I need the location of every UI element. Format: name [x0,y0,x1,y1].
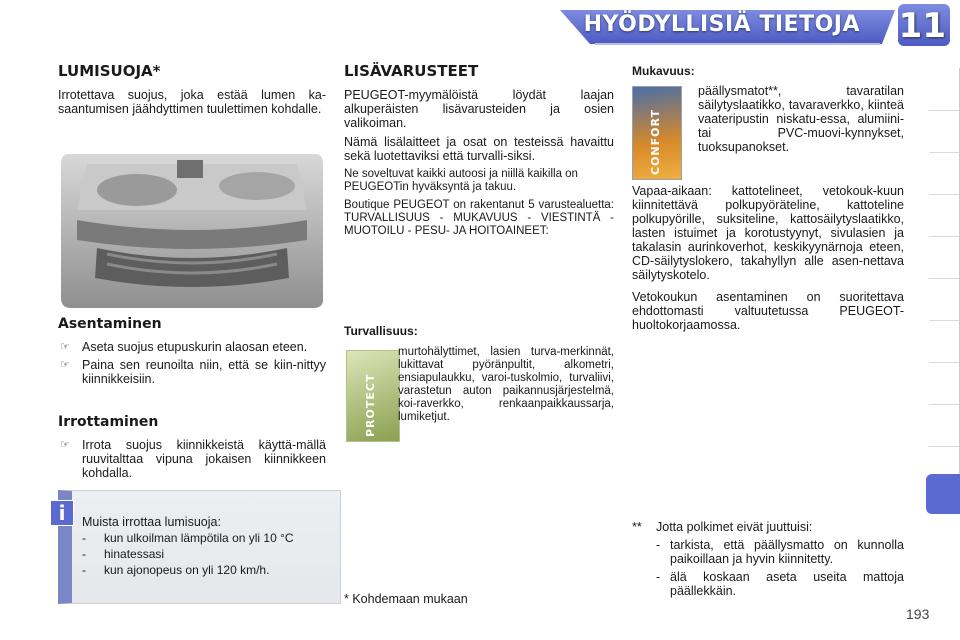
chapter-tab[interactable] [929,320,960,363]
note-title: Jotta polkimet eivät juuttuisi: [656,520,813,534]
safety-heading: Turvallisuus: [344,324,418,338]
page-number: 193 [906,606,930,622]
paragraph: PEUGEOT-myymälöistä löydät laajan alkuperäisten lisävarusteiden ja osien valikoiman. [344,88,614,130]
comfort-text: päällysmatot**, tavaratilan säilytyslaatikko, tavaraverkko, kiinteä vaateripustin niskatu-essa, alumiini- tai PVC-muovi-kynnykset, tuoksupanokset. [698,84,904,154]
active-chapter-tab[interactable] [926,474,960,514]
pointing-hand-icon: ☞ [60,439,70,451]
info-content [82,514,322,578]
towbar-text: Vetokoukun asentaminen on suoritettava ehdottomasti valtuutetussa PEUGEOT-huoltokorjaamossa. [632,290,904,332]
chapter-tab[interactable] [929,362,960,405]
pointing-hand-icon: ☞ [60,341,70,353]
info-icon: i [50,500,74,526]
leisure-text: Vapaa-aikaan: kattotelineet, vetokouk-kuun kiinnitettävä polkupyöräteline, kattoteline polkupyörille, suksiteline, kattosäilytyslaatikko, lasten istuimet ja korotustyynyt, sivulasien ja takalasin aurinkoverhot, keskikyynärnoja eteen, CD-säilytyslokero, takahyllyn alle asen-nettava säilytyskotelo. [632,184,904,282]
list-item: - kun ajonopeus on yli 120 km/h. [82,563,270,577]
pointing-hand-icon: ☞ [60,359,70,371]
list-item: - älä koskaan aseta useita mattoja päällekkäin. [656,570,904,598]
pedal-note [632,520,904,598]
list-item: - tarkista, että päällysmatto on kunnolla paikoillaan ja hyvin kiinnitetty. [656,538,904,566]
chapter-tabs [926,68,960,538]
info-title: Muista irrottaa lumisuoja: [82,515,221,529]
list-item: - kun ulkoilman lämpötila on yli 10 °C [82,531,294,545]
install-list [58,336,326,386]
chapter-tab[interactable] [929,278,960,321]
page-section-title: HYÖDYLLISIÄ TIETOJA [583,12,860,37]
chapter-tab[interactable] [929,236,960,279]
footnote: * Kohdemaan mukaan [344,592,468,606]
install-heading: Asentaminen [58,316,162,332]
paragraph: Nämä lisälaitteet ja osat on testeissä havaittu sekä luotettaviksi että turvalli-siksi. [344,135,614,163]
chapter-tab[interactable] [929,194,960,237]
paragraph: Boutique PEUGEOT on rakentanut 5 varustealuetta: TURVALLISUUS - MUKAVUUS - VIESTINTÄ - MUOTOILU - PESU- JA HOITOAINEET: [344,199,614,237]
accessories-title: LISÄVARUSTEET [344,62,479,80]
safety-text: murtohälyttimet, lasien turva-merkinnät, lukittavat pyöränpultit, alkometri, ensiapulaukku, varoi-tuskolmio, turvaliivi, varastetun auton paikannusjärjestelmä, koi-raverkko, renkaanpaikkaussarja, lumiketjut. [398,346,614,423]
protect-logo: PROTECT [346,350,400,442]
confort-logo: CONFORT [632,86,682,180]
snow-guard-photo [57,150,327,312]
comfort-heading: Mukavuus: [632,64,695,78]
double-asterisk: ** [632,520,642,534]
accessories-body [344,88,614,238]
chapter-tab[interactable] [929,404,960,447]
list-item: ☞ Paina sen reunoilta niin, että se kiin-nittyy kiinnikkeisiin. [60,358,326,386]
chapter-number: 11 [898,6,946,46]
chapter-tab[interactable] [929,152,960,195]
list-item: - hinatessasi [82,547,165,561]
snow-guard-intro: Irrotettava suojus, joka estää lumen ka-saantumisen jäähdyttimen tuulettimen kohdalle. [58,88,326,116]
remove-list [58,434,326,480]
list-item: ☞ Irrota suojus kiinnikkeistä käyttä-mällä ruuvitalttaa vipuna jokaisen kiinnikkeen kohdalla. [60,438,326,480]
paragraph: Ne soveltuvat kaikki autoosi ja niillä kaikilla on PEUGEOTin hyväksyntä ja takuu. [344,168,578,193]
chapter-tab[interactable] [929,68,960,111]
list-item: ☞ Aseta suojus etupuskurin alaosan eteen. [60,340,308,354]
snow-guard-title: LUMISUOJA* [58,62,161,80]
remove-heading: Irrottaminen [58,414,159,430]
chapter-tab[interactable] [929,110,960,153]
